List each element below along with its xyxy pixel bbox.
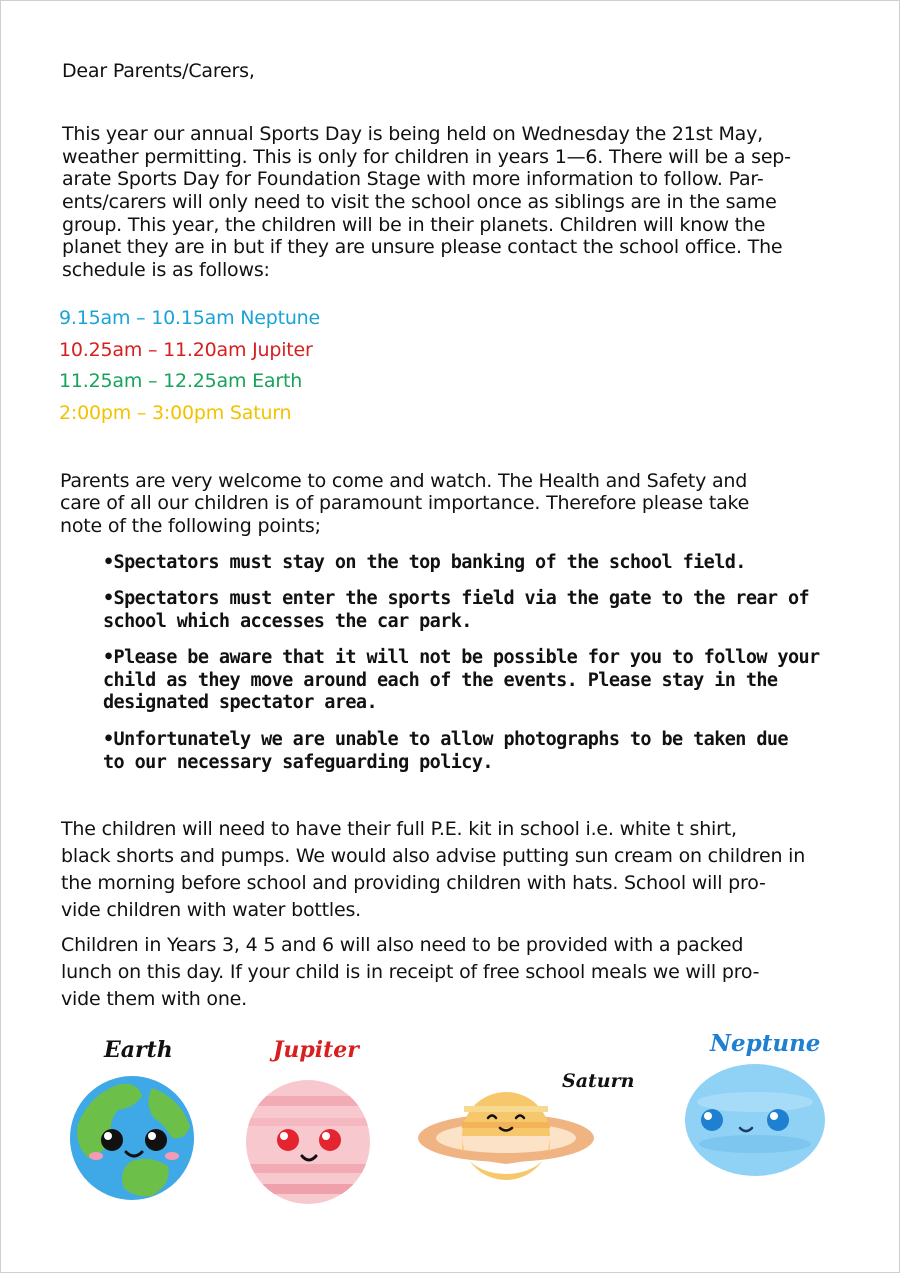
intro-line: ents/carers will only need to visit the school once as siblings are in the same [62,191,777,213]
earth-label: Earth [104,1037,173,1063]
neptune-icon [682,1062,828,1178]
bullet-item: •Spectators must enter the sports field via the gate to the rear of [103,588,810,609]
safety-line: Parents are very welcome to come and watch. The Health and Safety and [60,470,748,492]
jupiter-icon [244,1078,372,1206]
bullet-item-continued: to our necessary safeguarding policy. [103,752,493,773]
schedule-earth: 11.25am – 12.25am Earth [59,370,303,392]
bullet-item: •Spectators must stay on the top banking of the school field. [103,552,746,573]
neptune-label: Neptune [710,1030,821,1057]
kit-line: The children will need to have their full P.E. kit in school i.e. white t shirt, [61,818,737,840]
bullet-item: •Please be aware that it will not be possible for you to follow your [103,647,820,668]
intro-line: group. This year, the children will be in their planets. Children will know the [62,214,766,236]
safety-line: note of the following points; [60,515,321,537]
bullet-item-continued: child as they move around each of the events. Please stay in the [103,670,778,691]
schedule-saturn: 2:00pm – 3:00pm Saturn [59,402,292,424]
greeting: Dear Parents/Carers, [62,60,255,82]
schedule-neptune: 9.15am – 10.15am Neptune [59,307,321,329]
kit-line: black shorts and pumps. We would also advise putting sun cream on children in [61,845,806,867]
jupiter-label: Jupiter [273,1037,359,1063]
saturn-label: Saturn [562,1070,635,1092]
intro-line: planet they are in but if they are unsure please contact the school office. The [62,236,783,258]
lunch-line: vide them with one. [61,988,247,1010]
intro-line: weather permitting. This is only for children in years 1—6. There will be a sep- [62,146,791,168]
schedule-jupiter: 10.25am – 11.20am Jupiter [59,339,313,361]
kit-line: vide children with water bottles. [61,899,361,921]
intro-line: arate Sports Day for Foundation Stage with more information to follow. Par- [62,168,764,190]
intro-line: This year our annual Sports Day is being held on Wednesday the 21st May, [62,123,763,145]
intro-line: schedule is as follows: [62,259,270,281]
earth-icon [68,1074,196,1202]
bullet-item: •Unfortunately we are unable to allow photographs to be taken due [103,729,788,750]
lunch-line: Children in Years 3, 4 5 and 6 will also need to be provided with a packed [61,934,744,956]
safety-line: care of all our children is of paramount importance. Therefore please take [60,492,750,514]
lunch-line: lunch on this day. If your child is in receipt of free school meals we will pro- [61,961,760,983]
saturn-icon [416,1072,596,1192]
bullet-item-continued: designated spectator area. [103,692,377,713]
kit-line: the morning before school and providing children with hats. School will pro- [61,872,766,894]
bullet-item-continued: school which accesses the car park. [103,611,472,632]
